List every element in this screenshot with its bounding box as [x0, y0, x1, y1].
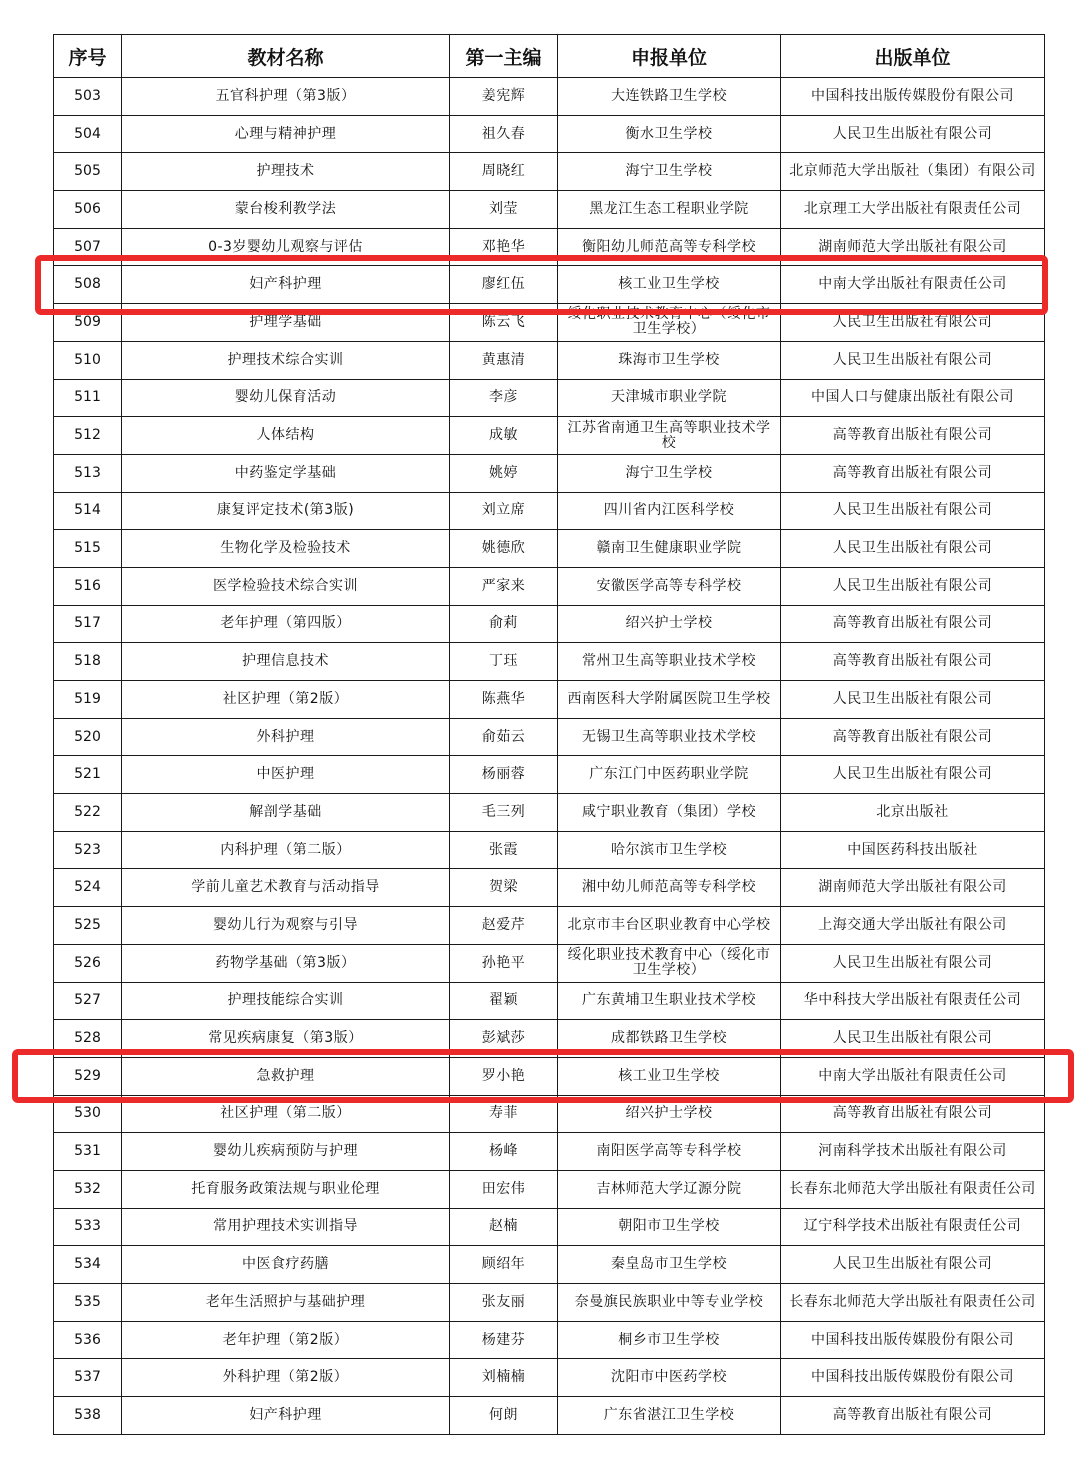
- chief-editor-cell: 刘立席: [450, 492, 558, 530]
- applicant-unit-cell: 四川省内江医科学校: [558, 492, 781, 530]
- table-row: [54, 794, 1045, 832]
- applicant-unit-cell: 海宁卫生学校: [558, 153, 781, 191]
- serial-number-cell: 536: [54, 1321, 122, 1359]
- publisher-cell: 中国科技出版传媒股份有限公司: [781, 1321, 1045, 1359]
- chief-editor-cell: 姚德欣: [450, 530, 558, 568]
- publisher-cell: 高等教育出版社有限公司: [781, 454, 1045, 492]
- table-row: [54, 869, 1045, 907]
- publisher-cell: 人民卫生出版社有限公司: [781, 681, 1045, 719]
- header-textbook-name: 教材名称: [122, 35, 450, 78]
- publisher-cell: 河南科学技术出版社有限公司: [781, 1133, 1045, 1171]
- serial-number-cell: 532: [54, 1170, 122, 1208]
- publisher-cell: 人民卫生出版社有限公司: [781, 1246, 1045, 1284]
- table-row: [54, 756, 1045, 794]
- applicant-unit-cell: 奈曼旗民族职业中等专业学校: [558, 1284, 781, 1322]
- table-row: [54, 718, 1045, 756]
- chief-editor-cell: 杨峰: [450, 1133, 558, 1171]
- serial-number-cell: 516: [54, 567, 122, 605]
- applicant-unit-cell: 成都铁路卫生学校: [558, 1020, 781, 1058]
- publisher-cell: 人民卫生出版社有限公司: [781, 1020, 1045, 1058]
- table-row: [54, 1321, 1045, 1359]
- table-row: [54, 605, 1045, 643]
- header-applicant-unit: 申报单位: [558, 35, 781, 78]
- table-row: [54, 153, 1045, 191]
- applicant-unit-cell: 核工业卫生学校: [558, 1057, 781, 1095]
- textbook-name-cell: 护理学基础: [122, 304, 450, 342]
- applicant-unit-cell: 咸宁职业教育（集团）学校: [558, 794, 781, 832]
- applicant-unit-cell: 珠海市卫生学校: [558, 341, 781, 379]
- textbook-name-cell: 生物化学及检验技术: [122, 530, 450, 568]
- textbook-name-cell: 解剖学基础: [122, 794, 450, 832]
- textbook-name-cell: 0-3岁婴幼儿观察与评估: [122, 228, 450, 266]
- applicant-unit-cell: 吉林师范大学辽源分院: [558, 1170, 781, 1208]
- table-row: [54, 492, 1045, 530]
- applicant-unit-cell: 天津城市职业学院: [558, 379, 781, 417]
- applicant-unit-cell: 海宁卫生学校: [558, 454, 781, 492]
- publisher-cell: 中南大学出版社有限责任公司: [781, 266, 1045, 304]
- publisher-cell: 高等教育出版社有限公司: [781, 1095, 1045, 1133]
- highlight-box-row-508: [35, 255, 1048, 315]
- textbook-name-cell: 护理技术综合实训: [122, 341, 450, 379]
- applicant-unit-cell: 沈阳市中医药学校: [558, 1359, 781, 1397]
- textbook-name-cell: 妇产科护理: [122, 1397, 450, 1435]
- table-row: [54, 454, 1045, 492]
- serial-number-cell: 533: [54, 1208, 122, 1246]
- publisher-cell: 高等教育出版社有限公司: [781, 1397, 1045, 1435]
- serial-number-cell: 503: [54, 78, 122, 116]
- textbook-name-cell: 康复评定技术(第3版): [122, 492, 450, 530]
- table-row: [54, 1246, 1045, 1284]
- serial-number-cell: 504: [54, 115, 122, 153]
- chief-editor-cell: 俞莉: [450, 605, 558, 643]
- chief-editor-cell: 姜宪辉: [450, 78, 558, 116]
- publisher-cell: 北京理工大学出版社有限责任公司: [781, 191, 1045, 229]
- chief-editor-cell: 罗小艳: [450, 1057, 558, 1095]
- textbook-table: [53, 34, 1045, 1435]
- chief-editor-cell: 邓艳华: [450, 228, 558, 266]
- publisher-cell: 人民卫生出版社有限公司: [781, 567, 1045, 605]
- textbook-name-cell: 婴幼儿疾病预防与护理: [122, 1133, 450, 1171]
- chief-editor-cell: 周晓红: [450, 153, 558, 191]
- textbook-name-cell: 外科护理（第2版）: [122, 1359, 450, 1397]
- textbook-name-cell: 婴幼儿行为观察与引导: [122, 907, 450, 945]
- textbook-name-cell: 护理技能综合实训: [122, 982, 450, 1020]
- serial-number-cell: 535: [54, 1284, 122, 1322]
- chief-editor-cell: 顾绍年: [450, 1246, 558, 1284]
- chief-editor-cell: 彭斌莎: [450, 1020, 558, 1058]
- chief-editor-cell: 毛三列: [450, 794, 558, 832]
- serial-number-cell: 529: [54, 1057, 122, 1095]
- chief-editor-cell: 赵楠: [450, 1208, 558, 1246]
- applicant-unit-cell: 大连铁路卫生学校: [558, 78, 781, 116]
- textbook-name-cell: 托育服务政策法规与职业伦理: [122, 1170, 450, 1208]
- chief-editor-cell: 廖红伍: [450, 266, 558, 304]
- textbook-name-cell: 常用护理技术实训指导: [122, 1208, 450, 1246]
- textbook-name-cell: 婴幼儿保育活动: [122, 379, 450, 417]
- publisher-cell: 人民卫生出版社有限公司: [781, 304, 1045, 342]
- table-row: [54, 1170, 1045, 1208]
- publisher-cell: 人民卫生出版社有限公司: [781, 530, 1045, 568]
- table-row: [54, 681, 1045, 719]
- applicant-unit-cell: 北京市丰台区职业教育中心学校: [558, 907, 781, 945]
- publisher-cell: 高等教育出版社有限公司: [781, 417, 1045, 455]
- applicant-unit-cell: 绍兴护士学校: [558, 605, 781, 643]
- table-row: [54, 530, 1045, 568]
- serial-number-cell: 527: [54, 982, 122, 1020]
- chief-editor-cell: 姚婷: [450, 454, 558, 492]
- textbook-name-cell: 外科护理: [122, 718, 450, 756]
- chief-editor-cell: 祖久春: [450, 115, 558, 153]
- textbook-name-cell: 心理与精神护理: [122, 115, 450, 153]
- applicant-unit-cell: 广东江门中医药职业学院: [558, 756, 781, 794]
- applicant-unit-cell: 绍兴护士学校: [558, 1095, 781, 1133]
- chief-editor-cell: 杨丽蓉: [450, 756, 558, 794]
- textbook-name-cell: 社区护理（第二版）: [122, 1095, 450, 1133]
- header-row: [54, 35, 1045, 78]
- textbook-name-cell: 护理技术: [122, 153, 450, 191]
- table-row: [54, 907, 1045, 945]
- applicant-unit-cell: 西南医科大学附属医院卫生学校: [558, 681, 781, 719]
- applicant-unit-cell: 核工业卫生学校: [558, 266, 781, 304]
- applicant-unit-cell: 广东黄埔卫生职业技术学校: [558, 982, 781, 1020]
- textbook-name-cell: 蒙台梭利教学法: [122, 191, 450, 229]
- chief-editor-cell: 贺梁: [450, 869, 558, 907]
- publisher-cell: 中国科技出版传媒股份有限公司: [781, 78, 1045, 116]
- serial-number-cell: 526: [54, 944, 122, 982]
- publisher-cell: 高等教育出版社有限公司: [781, 605, 1045, 643]
- serial-number-cell: 512: [54, 417, 122, 455]
- applicant-unit-cell: 秦皇岛市卫生学校: [558, 1246, 781, 1284]
- serial-number-cell: 534: [54, 1246, 122, 1284]
- serial-number-cell: 511: [54, 379, 122, 417]
- serial-number-cell: 531: [54, 1133, 122, 1171]
- chief-editor-cell: 赵爱芹: [450, 907, 558, 945]
- publisher-cell: 人民卫生出版社有限公司: [781, 756, 1045, 794]
- applicant-unit-cell: 黑龙江生态工程职业学院: [558, 191, 781, 229]
- table-row: [54, 379, 1045, 417]
- textbook-name-cell: 医学检验技术综合实训: [122, 567, 450, 605]
- publisher-cell: 人民卫生出版社有限公司: [781, 492, 1045, 530]
- applicant-unit-cell: 绥化职业技术教育中心（绥化市卫生学校）: [558, 304, 781, 342]
- header-publisher: 出版单位: [781, 35, 1045, 78]
- textbook-name-cell: 中医护理: [122, 756, 450, 794]
- textbook-name-cell: 老年生活照护与基础护理: [122, 1284, 450, 1322]
- publisher-cell: 北京师范大学出版社（集团）有限公司: [781, 153, 1045, 191]
- header-chief-editor: 第一主编: [450, 35, 558, 78]
- chief-editor-cell: 翟颖: [450, 982, 558, 1020]
- serial-number-cell: 522: [54, 794, 122, 832]
- chief-editor-cell: 丁珏: [450, 643, 558, 681]
- serial-number-cell: 523: [54, 831, 122, 869]
- publisher-cell: 人民卫生出版社有限公司: [781, 115, 1045, 153]
- table-row: [54, 567, 1045, 605]
- textbook-name-cell: 中医食疗药膳: [122, 1246, 450, 1284]
- highlight-box-row-529: [12, 1049, 1074, 1103]
- applicant-unit-cell: 衡水卫生学校: [558, 115, 781, 153]
- publisher-cell: 人民卫生出版社有限公司: [781, 341, 1045, 379]
- chief-editor-cell: 张霞: [450, 831, 558, 869]
- textbook-name-cell: 护理信息技术: [122, 643, 450, 681]
- table-row: [54, 831, 1045, 869]
- table-row: [54, 191, 1045, 229]
- serial-number-cell: 508: [54, 266, 122, 304]
- header-serial-number: 序号: [54, 35, 122, 78]
- serial-number-cell: 524: [54, 869, 122, 907]
- table-row: [54, 1284, 1045, 1322]
- chief-editor-cell: 刘楠楠: [450, 1359, 558, 1397]
- serial-number-cell: 538: [54, 1397, 122, 1435]
- chief-editor-cell: 黄惠清: [450, 341, 558, 379]
- table-row: [54, 1359, 1045, 1397]
- textbook-name-cell: 人体结构: [122, 417, 450, 455]
- chief-editor-cell: 孙艳平: [450, 944, 558, 982]
- textbook-name-cell: 社区护理（第2版）: [122, 681, 450, 719]
- publisher-cell: 中国科技出版传媒股份有限公司: [781, 1359, 1045, 1397]
- applicant-unit-cell: 哈尔滨市卫生学校: [558, 831, 781, 869]
- publisher-cell: 中国医药科技出版社: [781, 831, 1045, 869]
- serial-number-cell: 521: [54, 756, 122, 794]
- table-row: [54, 78, 1045, 116]
- serial-number-cell: 519: [54, 681, 122, 719]
- serial-number-cell: 528: [54, 1020, 122, 1058]
- textbook-name-cell: 老年护理（第四版）: [122, 605, 450, 643]
- textbook-name-cell: 常见疾病康复（第3版）: [122, 1020, 450, 1058]
- applicant-unit-cell: 桐乡市卫生学校: [558, 1321, 781, 1359]
- serial-number-cell: 513: [54, 454, 122, 492]
- serial-number-cell: 517: [54, 605, 122, 643]
- table-row: [54, 1208, 1045, 1246]
- textbook-name-cell: 内科护理（第二版）: [122, 831, 450, 869]
- chief-editor-cell: 成敏: [450, 417, 558, 455]
- applicant-unit-cell: 湘中幼儿师范高等专科学校: [558, 869, 781, 907]
- applicant-unit-cell: 安徽医学高等专科学校: [558, 567, 781, 605]
- table-row: [54, 1397, 1045, 1435]
- publisher-cell: 北京出版社: [781, 794, 1045, 832]
- applicant-unit-cell: 赣南卫生健康职业学院: [558, 530, 781, 568]
- table-row: [54, 944, 1045, 982]
- textbook-name-cell: 妇产科护理: [122, 266, 450, 304]
- textbook-name-cell: 药物学基础（第3版）: [122, 944, 450, 982]
- applicant-unit-cell: 广东省湛江卫生学校: [558, 1397, 781, 1435]
- serial-number-cell: 530: [54, 1095, 122, 1133]
- table-row: [54, 643, 1045, 681]
- serial-number-cell: 507: [54, 228, 122, 266]
- chief-editor-cell: 杨建芬: [450, 1321, 558, 1359]
- chief-editor-cell: 刘莹: [450, 191, 558, 229]
- chief-editor-cell: 李彦: [450, 379, 558, 417]
- textbook-name-cell: 急救护理: [122, 1057, 450, 1095]
- publisher-cell: 辽宁科学技术出版社有限责任公司: [781, 1208, 1045, 1246]
- publisher-cell: 中南大学出版社有限责任公司: [781, 1057, 1045, 1095]
- serial-number-cell: 518: [54, 643, 122, 681]
- applicant-unit-cell: 衡阳幼儿师范高等专科学校: [558, 228, 781, 266]
- serial-number-cell: 514: [54, 492, 122, 530]
- publisher-cell: 上海交通大学出版社有限公司: [781, 907, 1045, 945]
- serial-number-cell: 515: [54, 530, 122, 568]
- chief-editor-cell: 陈云飞: [450, 304, 558, 342]
- applicant-unit-cell: 常州卫生高等职业技术学校: [558, 643, 781, 681]
- publisher-cell: 中国人口与健康出版社有限公司: [781, 379, 1045, 417]
- publisher-cell: 人民卫生出版社有限公司: [781, 944, 1045, 982]
- chief-editor-cell: 田宏伟: [450, 1170, 558, 1208]
- chief-editor-cell: 严家来: [450, 567, 558, 605]
- serial-number-cell: 537: [54, 1359, 122, 1397]
- table-row: [54, 115, 1045, 153]
- chief-editor-cell: 何朗: [450, 1397, 558, 1435]
- chief-editor-cell: 陈燕华: [450, 681, 558, 719]
- applicant-unit-cell: 南阳医学高等专科学校: [558, 1133, 781, 1171]
- publisher-cell: 长春东北师范大学出版社有限责任公司: [781, 1284, 1045, 1322]
- publisher-cell: 长春东北师范大学出版社有限责任公司: [781, 1170, 1045, 1208]
- serial-number-cell: 506: [54, 191, 122, 229]
- serial-number-cell: 505: [54, 153, 122, 191]
- publisher-cell: 湖南师范大学出版社有限公司: [781, 228, 1045, 266]
- chief-editor-cell: 俞茹云: [450, 718, 558, 756]
- publisher-cell: 高等教育出版社有限公司: [781, 643, 1045, 681]
- applicant-unit-cell: 朝阳市卫生学校: [558, 1208, 781, 1246]
- serial-number-cell: 525: [54, 907, 122, 945]
- table-row: [54, 341, 1045, 379]
- publisher-cell: 华中科技大学出版社有限责任公司: [781, 982, 1045, 1020]
- publisher-cell: 高等教育出版社有限公司: [781, 718, 1045, 756]
- serial-number-cell: 520: [54, 718, 122, 756]
- textbook-name-cell: 五官科护理（第3版）: [122, 78, 450, 116]
- applicant-unit-cell: 无锡卫生高等职业技术学校: [558, 718, 781, 756]
- table-row: [54, 417, 1045, 455]
- textbook-name-cell: 学前儿童艺术教育与活动指导: [122, 869, 450, 907]
- chief-editor-cell: 寿菲: [450, 1095, 558, 1133]
- table-row: [54, 1133, 1045, 1171]
- chief-editor-cell: 张友丽: [450, 1284, 558, 1322]
- applicant-unit-cell: 绥化职业技术教育中心（绥化市卫生学校）: [558, 944, 781, 982]
- table-row: [54, 982, 1045, 1020]
- applicant-unit-cell: 江苏省南通卫生高等职业技术学校: [558, 417, 781, 455]
- serial-number-cell: 509: [54, 304, 122, 342]
- publisher-cell: 湖南师范大学出版社有限公司: [781, 869, 1045, 907]
- serial-number-cell: 510: [54, 341, 122, 379]
- textbook-name-cell: 中药鉴定学基础: [122, 454, 450, 492]
- textbook-name-cell: 老年护理（第2版）: [122, 1321, 450, 1359]
